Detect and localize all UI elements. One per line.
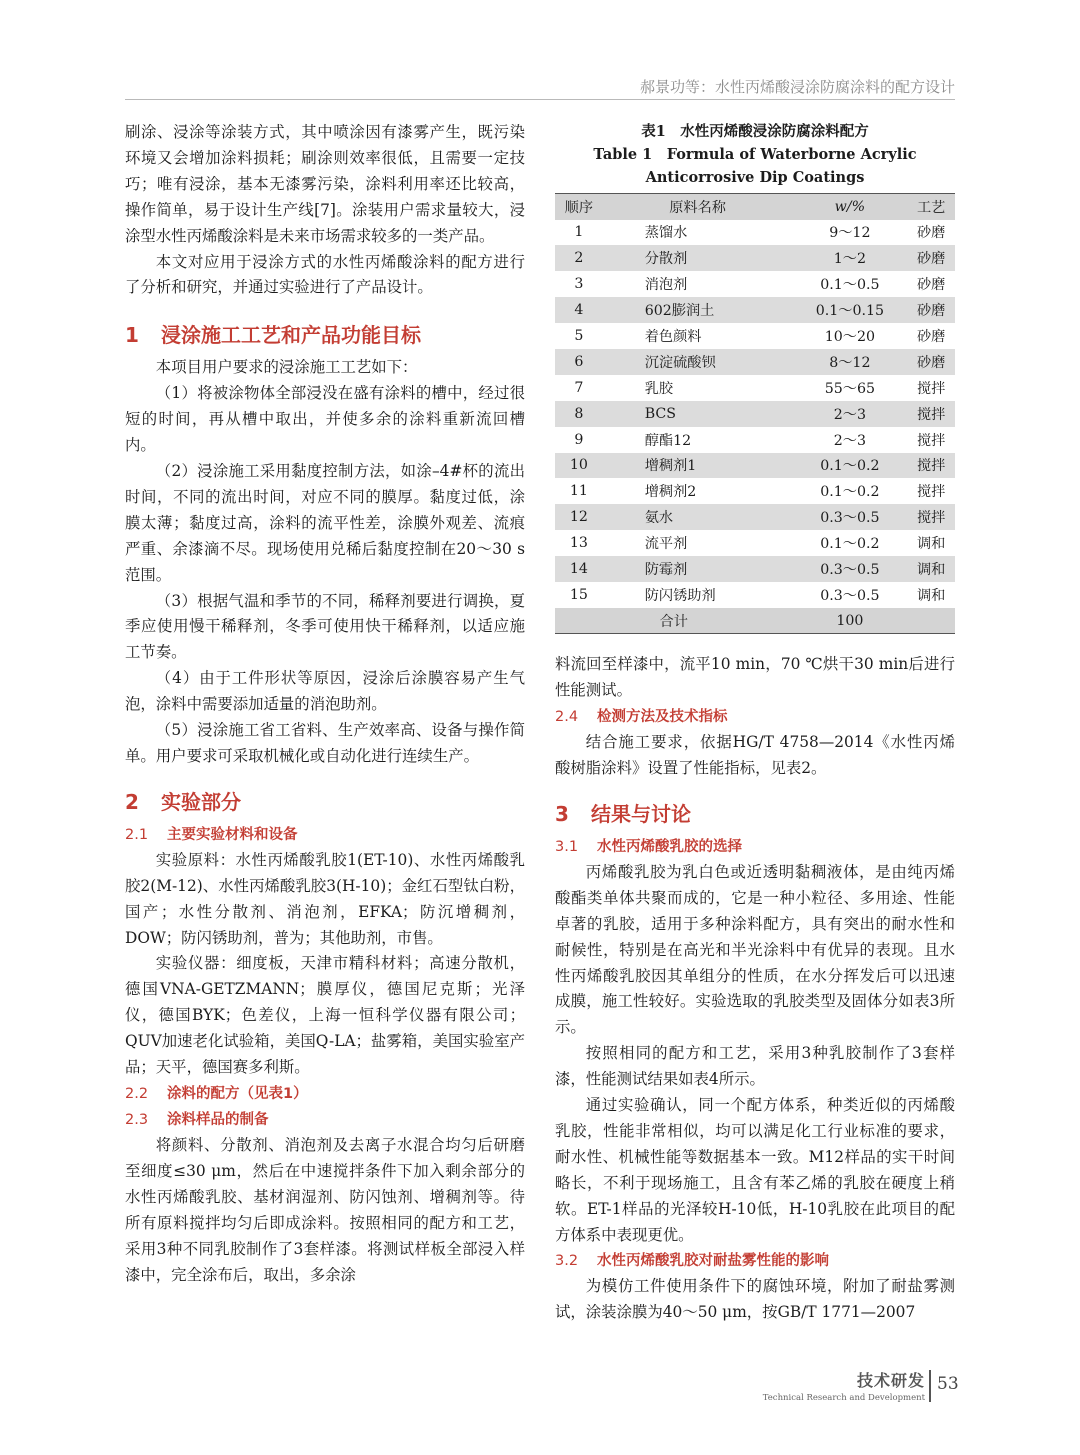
paragraph: 本项目用户要求的浸涂施工工艺如下： bbox=[155, 358, 418, 377]
table-cell: 1～2 bbox=[792, 245, 907, 271]
table-cell: 搅拌 bbox=[907, 401, 955, 427]
table-cell: 7 bbox=[574, 379, 584, 396]
table-cell: 蒸馏水 bbox=[644, 225, 688, 242]
paragraph: 将颜料、分散剂、消泡剂及去离子水混合均匀后研磨至细度≤30 μm，然后在中速搅拌条件下加入剩余部分的水性丙烯酸乳胶、基材润湿剂、防闪蚀剂、增稠剂等。待所有原料搅拌均匀后即成涂料。按照相同的配方和工艺，采用3种不同乳胶制作了3套样漆。将测试样板全部浸入样漆中，完全涂布后，取出，多余涂 bbox=[125, 1136, 525, 1284]
table-cell: BCS bbox=[603, 401, 793, 427]
table-header-row bbox=[555, 194, 955, 220]
table-cell: 0.1～0.15 bbox=[792, 297, 907, 323]
table-cell: 10 bbox=[555, 453, 603, 479]
table-row bbox=[555, 245, 955, 271]
formula-table bbox=[555, 193, 955, 634]
section-3-heading bbox=[555, 794, 955, 834]
column-header: 顺序 bbox=[555, 194, 603, 220]
table-cell: 11 bbox=[569, 483, 588, 500]
subsection-number: 2.4 bbox=[555, 709, 579, 726]
table-cell: 流平剂 bbox=[644, 536, 688, 553]
table-cell: 55～65 bbox=[824, 380, 875, 397]
table-cell: 9 bbox=[574, 431, 584, 448]
table-cell: 砂磨 bbox=[916, 277, 946, 294]
subsection-title: 水性丙烯酸乳胶对耐盐雾性能的影响 bbox=[597, 1253, 829, 1270]
table-cell: 12 bbox=[555, 504, 603, 530]
table-cell: 6 bbox=[555, 349, 603, 375]
table-cell bbox=[907, 608, 955, 634]
table-row bbox=[555, 556, 955, 582]
table-cell: 0.1～0.2 bbox=[792, 453, 907, 479]
table-cell: 0.3～0.5 bbox=[820, 587, 880, 604]
total-label: 合计 bbox=[555, 608, 792, 634]
table-row bbox=[555, 582, 955, 608]
table-caption-en: Table 1 Formula of Waterborne Acrylic Anticorrosive Dip Coatings bbox=[593, 146, 917, 186]
table-cell: 沉淀硫酸钡 bbox=[603, 349, 793, 375]
section-title: 实验部分 bbox=[161, 789, 241, 814]
total-value: 100 bbox=[792, 608, 907, 634]
table-cell: 增稠剂2 bbox=[644, 484, 697, 501]
table-cell: 砂磨 bbox=[907, 349, 955, 375]
table-row bbox=[555, 401, 955, 427]
subsection-heading bbox=[125, 822, 525, 848]
running-title: 郝景功等：水性丙烯酸浸涂防腐涂料的配方设计 bbox=[639, 78, 955, 96]
subsection-number: 3.2 bbox=[555, 1253, 579, 1270]
paragraph: 结合施工要求，依据HG/T 4758—2014《水性丙烯酸树脂涂料》设置了性能指标，见表2。 bbox=[555, 733, 955, 777]
footer-divider bbox=[929, 1370, 931, 1402]
section-title: 结果与讨论 bbox=[591, 801, 691, 826]
table-total-row bbox=[555, 608, 955, 634]
table-row bbox=[555, 530, 955, 556]
subsection-heading bbox=[125, 1107, 525, 1133]
table-cell: 0.1～0.2 bbox=[820, 536, 880, 553]
subsection-number: 2.1 bbox=[125, 826, 149, 843]
paragraph: （4）由于工件形状等原因，浸涂后涂膜容易产生气泡，涂料中需要添加适量的消泡助剂。 bbox=[125, 669, 525, 714]
table-cell: 8 bbox=[555, 401, 603, 427]
page-number: 53 bbox=[937, 1374, 959, 1394]
subsection-heading bbox=[555, 704, 955, 730]
table-row bbox=[555, 323, 955, 349]
paragraph: 按照相同的配方和工艺，采用3种乳胶制作了3套样漆，性能测试结果如表4所示。 bbox=[555, 1044, 955, 1089]
table-cell: 砂磨 bbox=[907, 245, 955, 271]
table-cell: 2～3 bbox=[792, 401, 907, 427]
table-cell: 4 bbox=[555, 297, 603, 323]
subsection-number: 2.3 bbox=[125, 1112, 149, 1128]
table-cell: 2 bbox=[555, 245, 603, 271]
table-cell: 调和 bbox=[907, 556, 955, 582]
paragraph: （5）浸涂施工省工省料、生产效率高、设备与操作简单。用户要求可采取机械化或自动化进行连续生产。 bbox=[125, 721, 525, 765]
table-cell: 搅拌 bbox=[916, 432, 946, 449]
journal-section-cn: 技术研发 bbox=[856, 1371, 925, 1390]
paragraph: （1）将被涂物体全部浸没在盛有涂料的槽中，经过很短的时间，再从槽中取出，并使多余的涂料重新流回槽内。 bbox=[125, 384, 525, 455]
table-row bbox=[555, 453, 955, 479]
paragraph: 实验原料：水性丙烯酸乳胶1(ET-10)、水性丙烯酸乳胶2(M-12)、水性丙烯酸乳胶3(H-10)；金红石型钛白粉，国产；水性分散剂、消泡剂，EFKA；防沉增稠剂，DOW；防闪锈助剂，普为；其他助剂，市售。 bbox=[125, 850, 525, 947]
column-header: 工艺 bbox=[907, 194, 955, 220]
table-1 bbox=[555, 120, 955, 634]
table-cell: 14 bbox=[555, 556, 603, 582]
subsection-heading bbox=[555, 1248, 955, 1274]
table-row bbox=[555, 427, 955, 453]
table-cell: 9～12 bbox=[829, 225, 871, 242]
table-cell: 增稠剂1 bbox=[603, 453, 793, 479]
table-cell: 调和 bbox=[916, 587, 946, 604]
paragraph: 实验仪器：细度板，天津市精科材料；高速分散机，德国VNA-GETZMANN；膜厚仪，德国尼克斯；光泽仪，德国BYK；色差仪，上海一恒科学仪器有限公司；QUV加速老化试验箱，美国Q-LA；盐雾箱，美国实验室产品；天平，德国赛多利斯。 bbox=[125, 954, 525, 1077]
subsection-number: 2.2 bbox=[125, 1086, 149, 1102]
table-row bbox=[555, 349, 955, 375]
table-cell: 砂磨 bbox=[907, 297, 955, 323]
table-cell: 砂磨 bbox=[916, 329, 946, 345]
table-cell: 15 bbox=[569, 586, 588, 603]
table-cell: 搅拌 bbox=[916, 380, 946, 397]
paragraph: 通过实验确认，同一个配方体系，种类近似的丙烯酸乳胶，性能非常相似，均可以满足化工行业标准的要求，耐水性、机械性能等数据基本一致。M12样品的实干时间略长，不利于现场施工，且含有苯乙烯的乳胶在硬度上稍软。ET-1样品的光泽较H-10低，H-10乳胶在此项目的配方体系中表现更优。 bbox=[555, 1096, 955, 1244]
table-cell: 防闪锈助剂 bbox=[644, 587, 716, 604]
table-row bbox=[555, 504, 955, 530]
footer-brand bbox=[763, 1368, 925, 1403]
right-column bbox=[555, 120, 955, 1326]
section-number: 1 bbox=[125, 323, 139, 348]
table-row bbox=[555, 478, 955, 504]
intro-paragraph-1: 刷涂、浸涂等涂装方式，其中喷涂因有漆雾产生，既污染环境又会增加涂料损耗；刷涂则效率很低，且需要一定技巧；唯有浸涂，基本无漆雾污染，涂料利用率还比较高，操作简单，易于设计生产线[7]。涂装用户需求量较大，浸涂型水性丙烯酸涂料是未来市场需求较多的一类产品。 bbox=[125, 123, 525, 245]
column-header: 原料名称 bbox=[603, 194, 793, 220]
subsection-title: 主要实验材料和设备 bbox=[167, 826, 298, 843]
left-column bbox=[125, 120, 525, 1288]
table-cell: 防霉剂 bbox=[603, 556, 793, 582]
paragraph: （2）浸涂施工采用黏度控制方法，如涂–4#杯的流出时间，不同的流出时间，对应不同的膜厚。黏度过低，涂膜太薄；黏度过高，涂料的流平性差，涂膜外观差、流痕严重、余漆滴不尽。现场使用兑稀后黏度控制在20～30 s范围。 bbox=[125, 461, 525, 584]
paragraph: 丙烯酸乳胶为乳白色或近透明黏稠液体，是由纯丙烯酸酯类单体共聚而成的，它是一种小粒径、多用途、性能卓著的乳胶，适用于多种涂料配方，具有突出的耐水性和耐候性，特别是在高光和半光涂料中有优异的表现。且水性丙烯酸乳胶因其单组分的性质，在水分挥发后可以迅速成膜，施工性较好。实验选取的乳胶类型及固体分如表3所示。 bbox=[555, 862, 955, 1037]
subsection-number: 3.1 bbox=[555, 838, 579, 855]
paragraph: 料流回至样漆中，流平10 min，70 ℃烘干30 min后进行性能测试。 bbox=[555, 655, 955, 700]
table-cell: 搅拌 bbox=[907, 504, 955, 530]
running-header bbox=[125, 72, 955, 100]
table-row bbox=[555, 220, 955, 246]
table-cell: 10～20 bbox=[824, 329, 875, 345]
table-cell: 602膨润土 bbox=[603, 297, 793, 323]
table-cell: 砂磨 bbox=[916, 225, 946, 242]
column-header: w/% bbox=[792, 194, 907, 220]
table-cell: 0.3～0.5 bbox=[792, 504, 907, 530]
table-cell: 氨水 bbox=[603, 504, 793, 530]
table-caption-cn: 表1 水性丙烯酸浸涂防腐涂料配方 bbox=[641, 123, 869, 140]
table-row bbox=[555, 271, 955, 297]
table-cell: 1 bbox=[574, 224, 584, 241]
subsection-heading bbox=[125, 1081, 525, 1107]
table-cell: 13 bbox=[569, 535, 588, 552]
paragraph: （3）根据气温和季节的不同，稀释剂要进行调换，夏季应使用慢干稀释剂，冬季可使用快干稀释剂，以适应施工节奏。 bbox=[125, 591, 525, 662]
section-2-heading bbox=[125, 782, 525, 822]
table-cell: 2～3 bbox=[833, 432, 866, 449]
table-cell: 0.3～0.5 bbox=[792, 556, 907, 582]
table-cell: 醇酯12 bbox=[644, 432, 692, 449]
subsection-title: 检测方法及技术指标 bbox=[597, 709, 728, 726]
table-cell: 搅拌 bbox=[916, 484, 946, 501]
section-number: 2 bbox=[125, 789, 139, 814]
section-title: 浸涂施工工艺和产品功能目标 bbox=[161, 323, 421, 348]
section-number: 3 bbox=[555, 801, 569, 826]
subsection-title: 涂料的配方（见表1） bbox=[167, 1086, 308, 1102]
table-cell: 0.1～0.5 bbox=[820, 277, 880, 294]
subsection-title: 涂料样品的制备 bbox=[167, 1112, 269, 1128]
table-cell: 调和 bbox=[916, 536, 946, 553]
subsection-heading bbox=[555, 834, 955, 860]
table-cell: 分散剂 bbox=[603, 245, 793, 271]
intro-paragraph-2: 本文对应用于浸涂方式的水性丙烯酸涂料的配方进行了分析和研究，并通过实验进行了产品设计。 bbox=[125, 252, 525, 297]
subsection-title: 水性丙烯酸乳胶的选择 bbox=[597, 838, 742, 855]
table-cell: 8～12 bbox=[792, 349, 907, 375]
table-row bbox=[555, 297, 955, 323]
table-cell: 0.1～0.2 bbox=[820, 484, 880, 501]
table-cell: 乳胶 bbox=[644, 380, 674, 397]
table-cell: 消泡剂 bbox=[644, 277, 688, 294]
paragraph: 为模仿工件使用条件下的腐蚀环境，附加了耐盐雾测试，涂装涂膜为40～50 μm，按GB/T 1771—2007 bbox=[555, 1277, 955, 1322]
table-cell: 搅拌 bbox=[907, 453, 955, 479]
table-row bbox=[555, 375, 955, 401]
table-cell: 5 bbox=[574, 328, 584, 344]
table-cell: 3 bbox=[574, 276, 584, 293]
table-cell: 着色颜料 bbox=[644, 329, 702, 345]
section-1-heading bbox=[125, 315, 525, 355]
journal-section-en: Technical Research and Development bbox=[762, 1393, 925, 1403]
